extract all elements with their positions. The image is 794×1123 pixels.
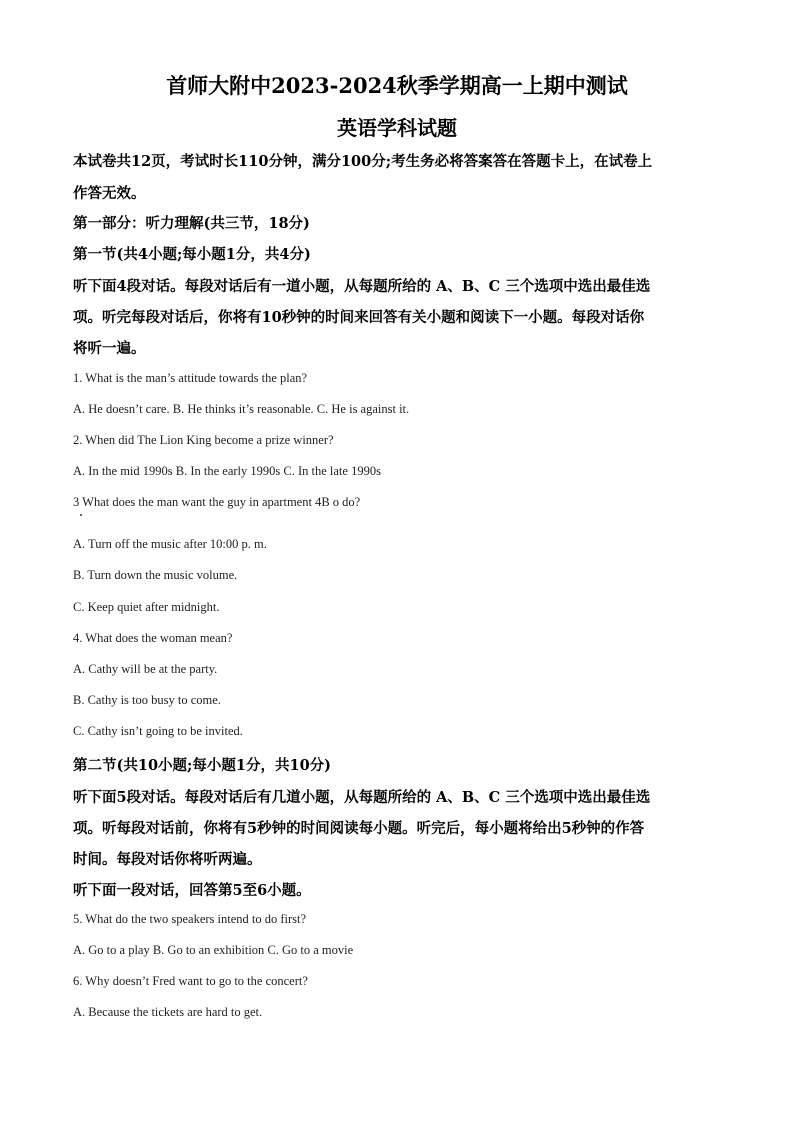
section1-intro-line-1: 听下面4段对话。每段对话后有一道小题，从每题所给的 A、B、C 三个选项中选出最佳选 <box>73 278 651 295</box>
question-6-option-a: A. Because the tickets are hard to get. <box>73 1005 263 1019</box>
section1-intro-line-3: 将听一遍。 <box>73 340 146 357</box>
section1-intro-line-2: 项。听完每段对话后，你将有10秒钟的时间来回答有关小题和阅读下一小题。每段对话你 <box>73 309 645 326</box>
question-3-option-a: A. Turn off the music after 10:00 p. m. <box>73 537 267 551</box>
question-4-option-a: A. Cathy will be at the party. <box>73 662 218 676</box>
section2-intro-line-1: 听下面5段对话。每段对话后有几道小题，从每题所给的 A、B、C 三个选项中选出最佳选 <box>73 789 651 806</box>
question-3-option-b: B. Turn down the music volume. <box>73 568 238 582</box>
section1-heading: 第一节(共4小题;每小题1分，共4分) <box>73 246 311 263</box>
question-3: 3 What does the man want the guy in apartment 4B o do? <box>73 495 361 509</box>
page-subtitle: 英语学科试题 <box>337 116 457 140</box>
instructions-line-2: 作答无效。 <box>73 185 146 202</box>
question-5-options: A. Go to a play B. Go to an exhibition C. Go to a movie <box>73 943 354 957</box>
page-title: 首师大附中2023-2024秋季学期高一上期中测试 <box>166 73 628 98</box>
section2-heading: 第二节(共10小题;每小题1分，共10分) <box>73 757 332 774</box>
section2-intro-line-3: 时间。每段对话你将听两遍。 <box>73 851 262 868</box>
question-4: 4. What does the woman mean? <box>73 631 233 645</box>
question-5: 5. What do the two speakers intend to do first? <box>73 912 307 926</box>
question-2: 2. When did The Lion King become a prize winner? <box>73 433 334 447</box>
question-6: 6. Why doesn’t Fred want to go to the concert? <box>73 974 308 988</box>
section2-intro-line-2: 项。听每段对话前，你将有5秒钟的时间阅读每小题。听完后，每小题将给出5秒钟的作答 <box>73 820 645 837</box>
question-4-option-c: C. Cathy isn’t going to be invited. <box>73 724 243 738</box>
part1-heading: 第一部分：听力理解(共三节，18分) <box>73 215 310 232</box>
stray-mark <box>80 514 82 516</box>
question-1-options: A. He doesn’t care. B. He thinks it’s reasonable. C. He is against it. <box>73 402 410 416</box>
instructions-line-1: 本试卷共12页，考试时长110分钟，满分100分;考生务必将答案答在答题卡上，在试卷上 <box>73 153 653 170</box>
question-2-options: A. In the mid 1990s B. In the early 1990s C. In the late 1990s <box>73 464 381 478</box>
dialogue-heading: 听下面一段对话，回答第5至6小题。 <box>73 882 311 899</box>
question-4-option-b: B. Cathy is too busy to come. <box>73 693 221 707</box>
question-3-option-c: C. Keep quiet after midnight. <box>73 600 220 614</box>
question-1: 1. What is the man’s attitude towards the plan? <box>73 371 308 385</box>
